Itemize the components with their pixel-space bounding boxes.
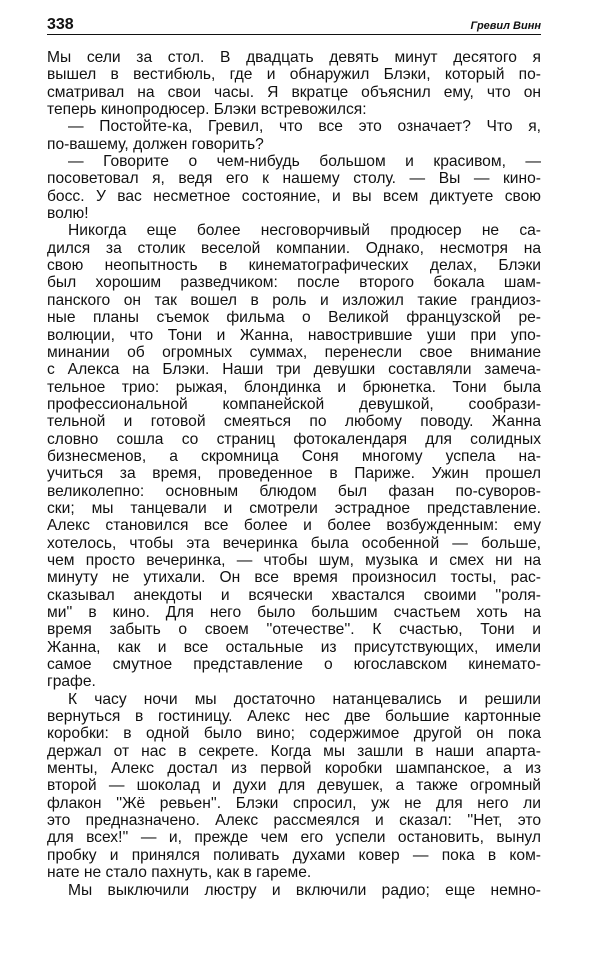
text-line: второй — шоколад и духи для девушек, а также огромный	[47, 777, 541, 795]
text-line: для всех!'' — и, прежде чем его успели остановить, вынул	[47, 829, 541, 847]
text-line: Жанна, как и все остальные из присутствующих, имели	[47, 638, 541, 656]
text-line: — Постойте-ка, Гревил, что все это означает? Что я,	[68, 118, 541, 136]
text-line: свою неопытность в кинематографических делах, Блэки	[47, 257, 541, 275]
text-line: панского он так вошел в роль и изложил такие грандиоз-	[47, 291, 541, 309]
text-line: держал от нас в секрете. Когда мы зашли в наши апарта-	[47, 742, 541, 760]
text-line: босс. У вас несметное состояние, и вы всем диктуете свою	[47, 187, 541, 205]
text-line: тельной и готовой смеяться по любому поводу. Жанна	[47, 413, 541, 431]
text-line: сказывал анекдоты и всячески хвастался своими ''роля-	[47, 586, 541, 604]
text-line: учиться за время, проведенное в Париже. Ужин прошел	[47, 465, 541, 483]
running-title: Гревил Винн	[470, 20, 541, 32]
text-line: словно сошла со страниц фотокалендаря для солидных	[47, 430, 541, 448]
text-line: вернуться в гостиницу. Алекс нес две большие картонные	[47, 708, 541, 726]
text-line: К часу ночи мы достаточно натанцевались и решили	[68, 690, 541, 708]
text-line: — Говорите о чем-нибудь большом и красивом, —	[68, 153, 541, 171]
text-line: ми'' в кино. Для него было большим счастьем хоть на	[47, 604, 541, 621]
text-line: чем просто вечеринка, — чтобы шум, музыка и смех ни на	[47, 551, 541, 569]
text-line: по-вашему, должен говорить?	[47, 135, 264, 153]
text-line: ски; мы танцевали и смотрели эстрадное представление.	[47, 499, 541, 517]
text-line: тельное трио: рыжая, блондинка и брюнетка. Тони была	[47, 378, 541, 396]
text-line: это предназначено. Алекс рассмеялся и сказал: ''Нет, это	[47, 812, 541, 830]
text-line: минуту не утихали. Он все время произносил тосты, рас-	[47, 569, 541, 587]
text-line: Никогда еще более несговорчивый продюсер не са-	[68, 222, 541, 240]
text-line: вышел в вестибюль, где и обнаружил Блэки, который по-	[47, 66, 541, 84]
text-line: волюции, что Тони и Жанна, навострившие уши при упо-	[47, 326, 541, 344]
text-line: самое смутное представление о югославском кинемато-	[47, 656, 541, 674]
text-line: Мы сели за стол. В двадцать девять минут десятого я	[47, 49, 541, 66]
text-line: был хорошим разведчиком: после второго бокала шам-	[47, 274, 541, 292]
text-line: с Алекса на Блэки. Наши три девушки составляли замеча-	[47, 361, 541, 379]
text-line: минании об огромных суммах, перенесли свое внимание	[47, 343, 541, 361]
text-line: теперь кинопродюсер. Блэки встревожился:	[47, 101, 367, 119]
page-header	[47, 18, 541, 35]
page-body-text	[47, 49, 541, 899]
text-line: Мы выключили люстру и включили радио; еще немно-	[68, 881, 541, 899]
text-line: профессиональной компанейской девушкой, сообрази-	[47, 395, 541, 413]
text-line: пробку и принялся поливать духами ковер — пока в ком-	[47, 846, 541, 864]
text-line: коробки: в одной было вино; содержимое другой он пока	[47, 725, 541, 743]
text-line: менты, Алекс достал из первой коробки шампанское, а из	[47, 760, 541, 778]
text-line: дился за столик веселой компании. Однако, несмотря на	[47, 239, 541, 257]
text-line: ные планы съемок фильма о Великой французской ре-	[47, 309, 541, 327]
text-line: бизнесменов, а скромница Соня многому успела на-	[47, 447, 541, 465]
text-line: волю!	[47, 205, 89, 223]
page-number: 338	[47, 16, 74, 33]
text-line: время забыть о своем ''отечестве''. К счастью, Тони и	[47, 621, 541, 639]
text-line: нате не стало пахнуть, как в гареме.	[47, 864, 312, 882]
text-line: хотелось, чтобы эта вечеринка была особенной — больше,	[47, 534, 541, 552]
text-line: Алекс становился все более и более возбужденным: ему	[47, 517, 541, 535]
text-line: флакон ''Жё ревьен''. Блэки спросил, уж не для него ли	[47, 794, 541, 812]
text-line: великолепно: основным блюдом был фазан по-суворов-	[47, 482, 541, 500]
text-line: графе.	[47, 673, 96, 691]
text-line: сматривал на свои часы. Я вкратце объяснил ему, что он	[47, 83, 541, 101]
text-line: посоветовал я, ведя его к нашему столу. — Вы — кино-	[47, 170, 541, 188]
